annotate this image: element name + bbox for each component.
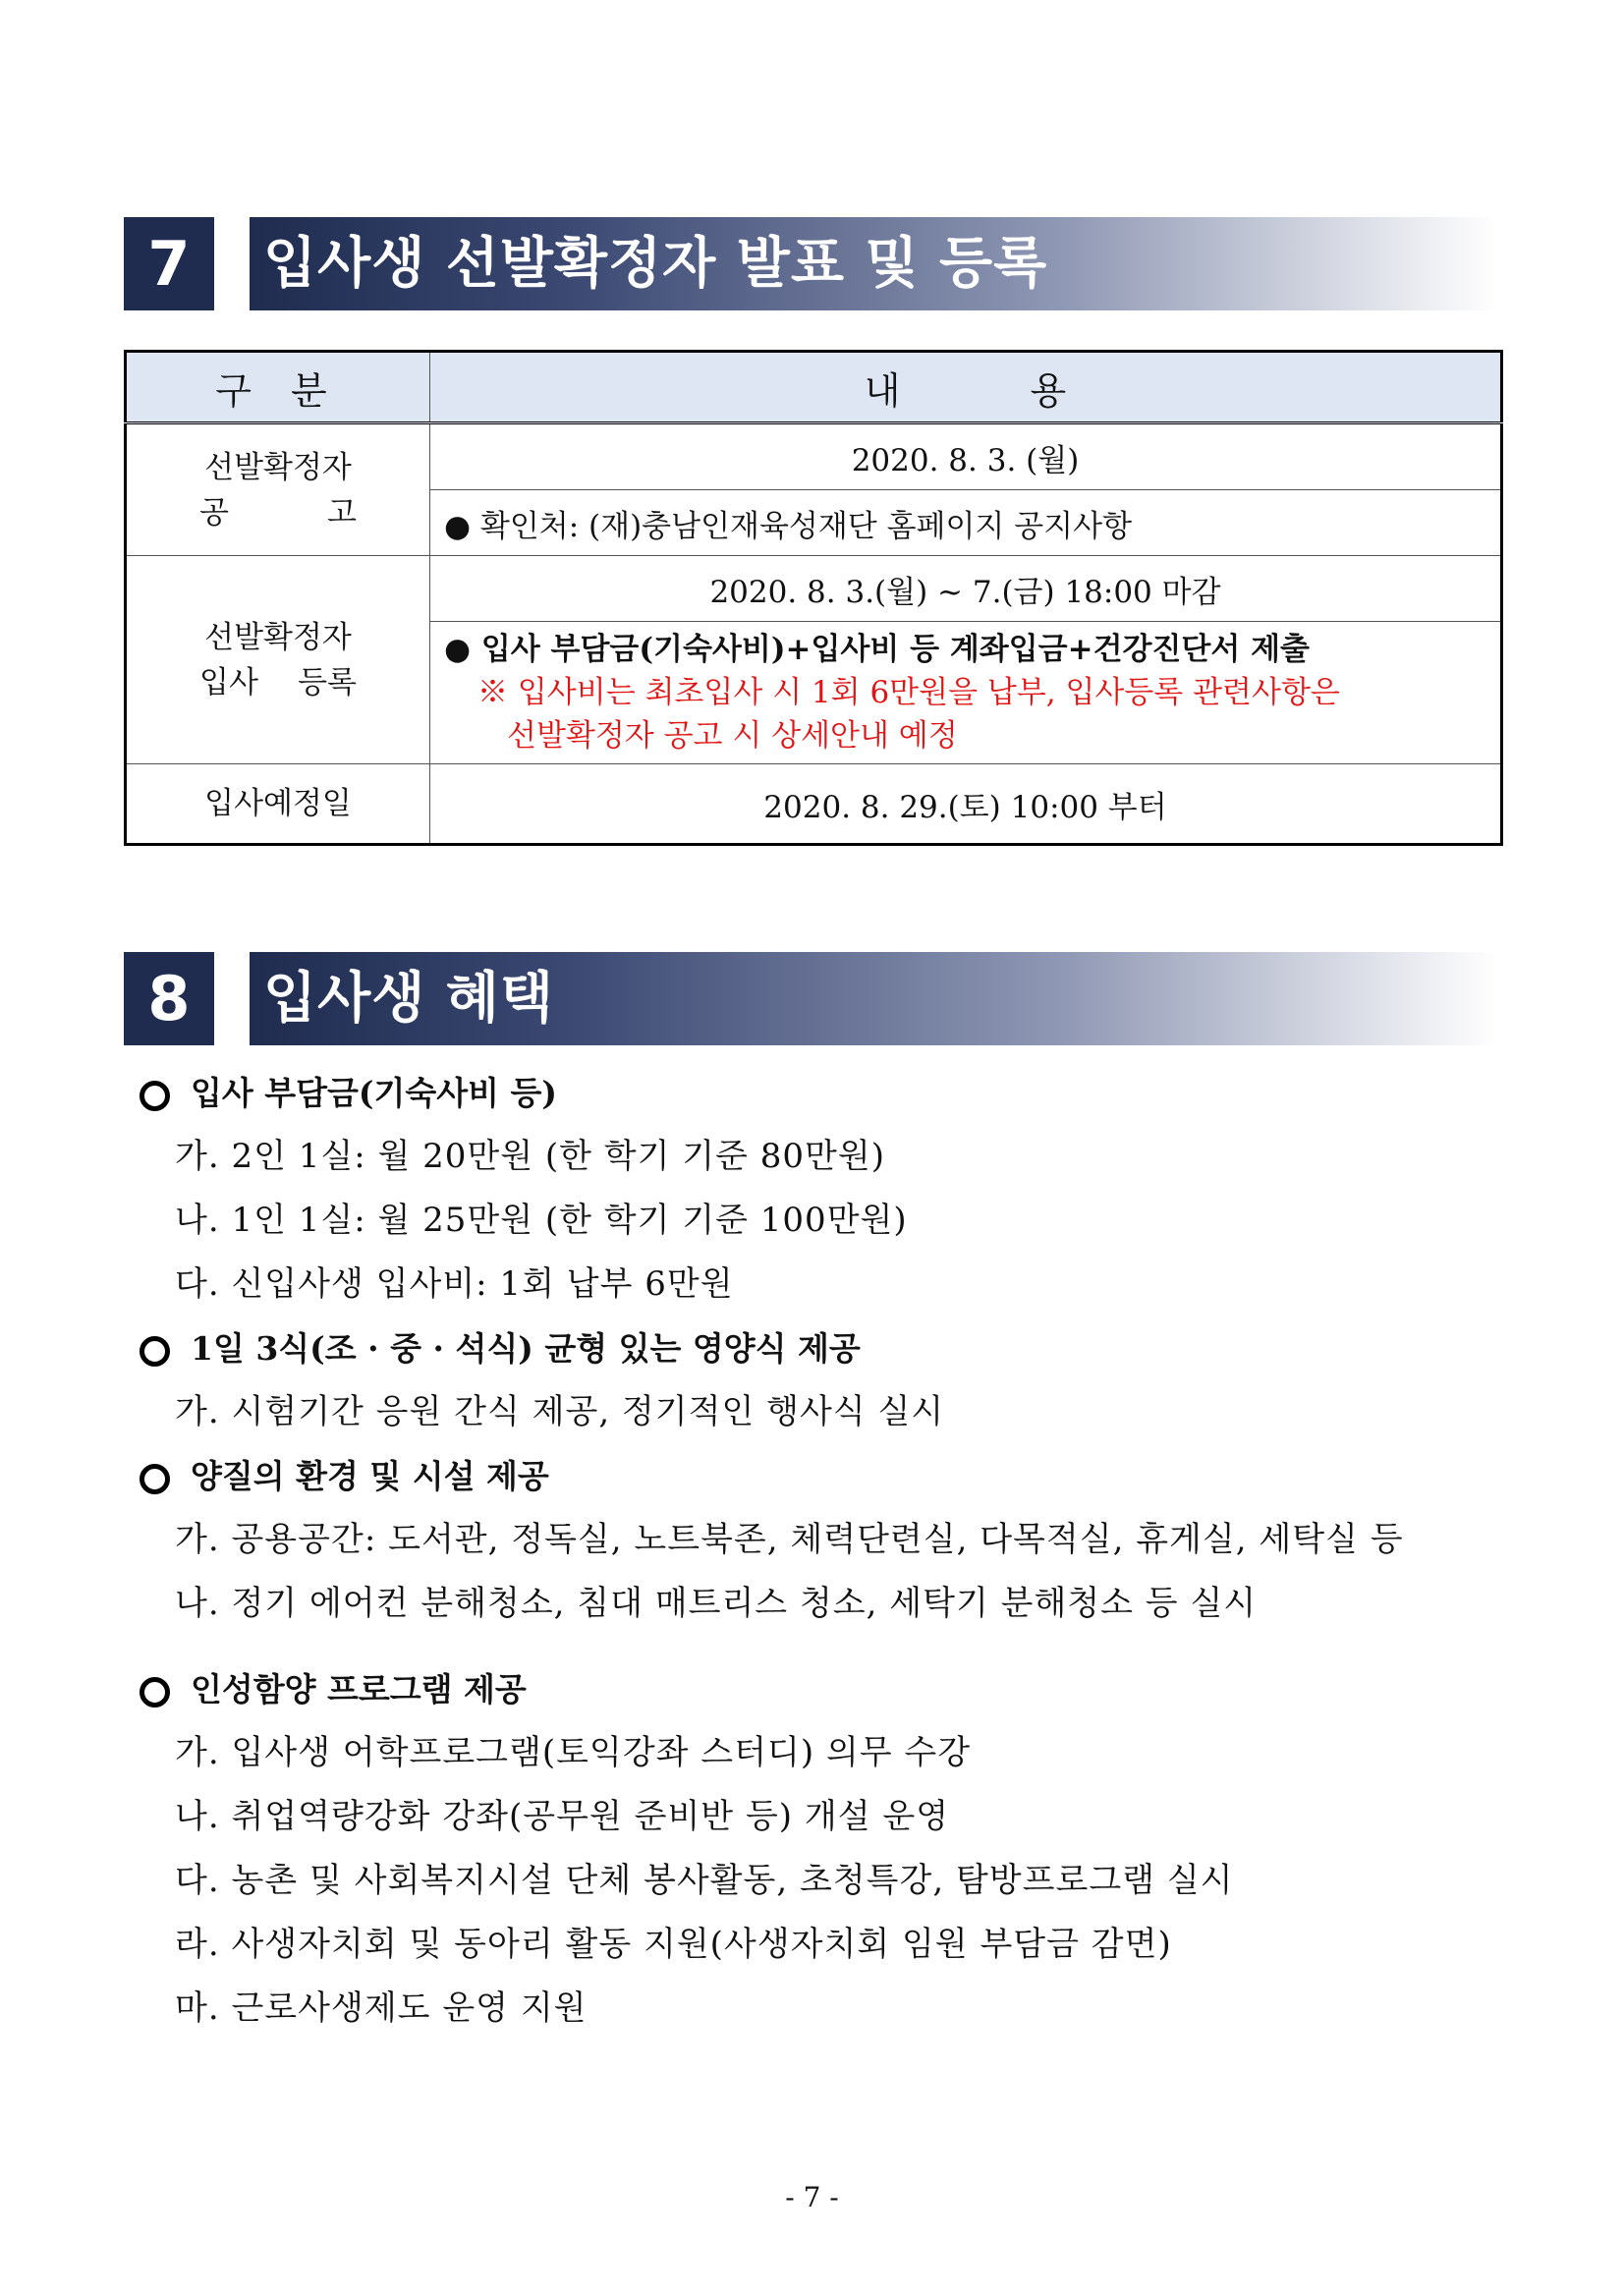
registration-warning <box>444 671 1486 757</box>
benefit-heading <box>134 1061 1529 1125</box>
list-item: 나. 정기 에어컨 분해청소, 침대 매트리스 청소, 세탁기 분해청소 등 실시 <box>175 1584 1258 1623</box>
benefit-heading-text: 양질의 환경 및 시설 제공 <box>191 1457 549 1495</box>
benefit-heading <box>134 1444 1529 1508</box>
announcement-note-text: 확인처: (재)충남인재육성재단 홈페이지 공지사항 <box>479 508 1133 544</box>
row-label-line <box>199 490 357 535</box>
circle-bullet-icon <box>140 1464 170 1494</box>
row-label-announcement <box>126 423 430 556</box>
section-title: 입사생 혜택 <box>263 967 554 1031</box>
list-item: 가. 시험기간 응원 간식 제공, 정기적인 행사식 실시 <box>175 1392 945 1431</box>
registration-note <box>430 622 1502 764</box>
row-label-line <box>199 660 357 705</box>
list-item: 나. 1인 1실: 월 25만원 (한 학기 기준 100만원) <box>175 1201 908 1240</box>
list-item: 라. 사생자치회 및 동아리 활동 지원(사생자치회 임원 부담금 감면) <box>175 1925 1172 1964</box>
registration-period: 2020. 8. 3.(월) ~ 7.(금) 18:00 마감 <box>430 556 1502 622</box>
row-label-part: 공 <box>199 494 229 531</box>
row-label-line: 선발확정자 <box>204 619 352 655</box>
row-label-part: 입사 <box>199 664 258 700</box>
list-item: 다. 농촌 및 사회복지시설 단체 봉사활동, 초청특강, 탐방프로그램 실시 <box>175 1861 1234 1900</box>
benefit-heading <box>134 1316 1529 1380</box>
registration-requirement-text: 입사 부담금(기숙사비)+입사비 등 계좌입금+건강진단서 제출 <box>480 632 1310 667</box>
section-7-header <box>124 217 1499 310</box>
row-label-line: 선발확정자 <box>204 449 352 485</box>
move-in-date: 2020. 8. 29.(토) 10:00 부터 <box>430 764 1502 845</box>
list-item: 나. 취업역량강화 강좌(공무원 준비반 등) 개설 운영 <box>175 1797 950 1836</box>
section-number: 8 <box>124 952 214 1045</box>
benefit-heading <box>134 1657 1529 1721</box>
warning-line: ※ 입사비는 최초입사 시 1회 6만원을 납부, 입사등록 관련사항은 <box>477 675 1340 710</box>
row-label-registration <box>126 556 430 764</box>
benefits-list <box>134 1061 1529 2041</box>
announcement-date: 2020. 8. 3. (월) <box>430 423 1502 490</box>
warning-line: 선발확정자 공고 시 상세안내 예정 <box>507 718 958 754</box>
circle-bullet-icon <box>140 1677 170 1708</box>
announcement-note: ● 확인처: (재)충남인재육성재단 홈페이지 공지사항 <box>430 490 1502 556</box>
benefit-heading-text: 입사 부담금(기숙사비 등) <box>191 1074 557 1112</box>
section-8-header <box>124 952 1499 1045</box>
table-header-category: 구 분 <box>126 352 430 423</box>
row-label-part: 등록 <box>298 664 357 700</box>
page-number: - 7 - <box>785 2181 839 2213</box>
row-label-part: 고 <box>327 494 357 531</box>
benefit-heading-text: 인성함양 프로그램 제공 <box>191 1670 527 1708</box>
circle-bullet-icon <box>140 1081 170 1111</box>
list-item: 마. 근로사생제도 운영 지원 <box>175 1988 588 2028</box>
admission-schedule-table <box>124 350 1503 846</box>
list-item: 가. 입사생 어학프로그램(토익강좌 스터디) 의무 수강 <box>175 1733 972 1772</box>
table-row <box>126 764 1502 845</box>
list-item: 다. 신입사생 입사비: 1회 납부 6만원 <box>175 1264 734 1304</box>
row-label-move-in: 입사예정일 <box>126 764 430 845</box>
table-row <box>126 556 1502 622</box>
table-header-row <box>126 352 1502 423</box>
table-header-content: 내 용 <box>430 352 1502 423</box>
circle-bullet-icon <box>140 1336 170 1367</box>
section-title: 입사생 선발확정자 발표 및 등록 <box>263 232 1048 296</box>
registration-requirement: ● 입사 부담금(기숙사비)+입사비 등 계좌입금+건강진단서 제출 <box>444 632 1310 667</box>
list-item: 가. 2인 1실: 월 20만원 (한 학기 기준 80만원) <box>175 1137 886 1176</box>
list-item: 가. 공용공간: 도서관, 정독실, 노트북존, 체력단련실, 다목적실, 휴게실, 세탁실 등 <box>175 1520 1404 1559</box>
section-number: 7 <box>124 217 214 310</box>
benefit-heading-text: 1일 3식(조 · 중 · 석식) 균형 있는 영양식 제공 <box>191 1329 861 1368</box>
table-row <box>126 423 1502 490</box>
